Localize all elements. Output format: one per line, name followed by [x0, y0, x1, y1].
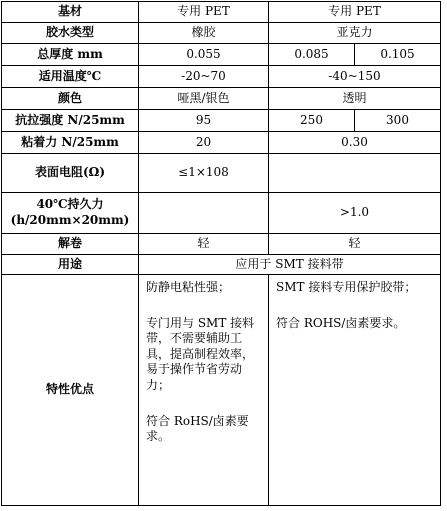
temperature-col-b: -40~150 — [269, 66, 440, 88]
temperature-col-a: -20~70 — [139, 66, 269, 88]
color-col-b: 透明 — [269, 88, 440, 110]
thickness-col-b2: 0.105 — [355, 44, 440, 66]
thickness-col-b1: 0.085 — [269, 44, 355, 66]
label-color: 颜色 — [2, 88, 139, 110]
features-col-b — [269, 275, 440, 505]
usage-value: 应用于 SMT 接料带 — [139, 255, 440, 275]
tensile-col-b2: 300 — [355, 110, 440, 132]
label-holding-line2: (h/20mm×20mm) — [10, 213, 130, 227]
tensile-col-a: 95 — [139, 110, 269, 132]
holding-col-b: >1.0 — [269, 193, 440, 234]
adhesive-col-a: 橡胶 — [139, 23, 269, 44]
label-holding-line1: 40℃持久力 — [36, 197, 104, 212]
adhesive-col-b: 亚克力 — [269, 23, 440, 44]
label-resistance: 表面电阻(Ω) — [2, 154, 139, 193]
base-col-b: 专用 PET — [269, 2, 440, 23]
unwind-col-a: 轻 — [139, 234, 269, 255]
resistance-col-a: ≤1×108 — [139, 154, 269, 193]
label-tensile: 抗拉强度 N/25mm — [2, 110, 139, 132]
features-col-a-text-1: 防静电粘性强； — [146, 280, 231, 294]
label-features: 特性优点 — [2, 275, 139, 505]
thickness-col-a: 0.055 — [139, 44, 269, 66]
base-col-a: 专用 PET — [139, 2, 269, 23]
spec-table — [1, 1, 441, 506]
features-col-a-text-3: 符合 RoHS/卤素要求。 — [146, 413, 249, 444]
label-base: 基材 — [2, 2, 139, 23]
resistance-col-b — [269, 154, 440, 193]
holding-col-a — [139, 193, 269, 234]
features-col-b-text-1: SMT 接料专用保护胶带； — [276, 280, 417, 294]
features-col-b-text-2: 符合 ROHS/卤素要求。 — [276, 315, 406, 330]
label-holding — [2, 193, 139, 234]
features-col-a-text-2: 专门用与 SMT 接料带，不需要辅助工具，提高制程效率，易于操作节省劳动力； — [146, 315, 255, 392]
label-usage: 用途 — [2, 255, 139, 275]
label-unwind: 解卷 — [2, 234, 139, 255]
label-adhesion: 粘着力 N/25mm — [2, 132, 139, 154]
tensile-col-b1: 250 — [269, 110, 355, 132]
features-col-a — [139, 275, 269, 505]
unwind-col-b: 轻 — [269, 234, 440, 255]
color-col-a: 哑黑/银色 — [139, 88, 269, 110]
label-thickness: 总厚度 mm — [2, 44, 139, 66]
label-temperature: 适用温度℃ — [2, 66, 139, 88]
adhesion-col-b: 0.30 — [269, 132, 440, 154]
label-adhesive: 胶水类型 — [2, 23, 139, 44]
adhesion-col-a: 20 — [139, 132, 269, 154]
